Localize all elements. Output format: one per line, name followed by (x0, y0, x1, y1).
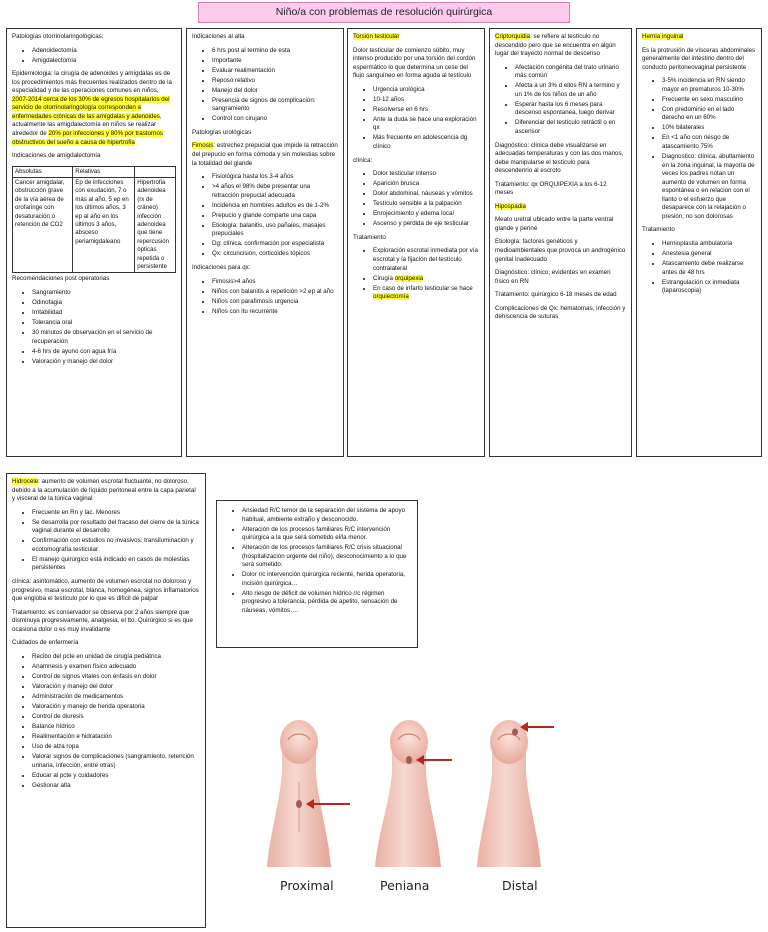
torsion-box (347, 28, 485, 457)
hidrocele-clinica: clínica: asintomático, aumento de volumen escrotal no doloroso y progresivo, masa escrotal, blanca, homogénea, signos inflamatorios que engloba el testículo por lo que es difícil de palpar (12, 577, 199, 603)
list-item: • Afectación congénita del trato urinario más común (515, 64, 626, 81)
list-item: • Frecuente en sexo masculino (662, 96, 756, 105)
alta-heading: Indicaciones al alta (192, 33, 245, 40)
hidrocele-box (6, 473, 206, 928)
list-item: • Presencia de signos de complicación: sangramiento (212, 97, 338, 114)
text: : se refiere al testículo no descendido pero que se encuentra en algún lugar del trayecto normal de descenso (495, 33, 616, 58)
hidrocele-definition (12, 478, 200, 504)
list-item: • Reposo relativo (212, 77, 338, 86)
list-item: • Balance hídrico (32, 723, 200, 732)
list-item (373, 285, 479, 302)
list-item: • Exploración escrotal inmediata por vía escrotal y la fijación del testículo contralateral (373, 247, 479, 273)
criptorquidia-box (489, 28, 632, 457)
list-item: • Administración de medicamentos (32, 693, 200, 702)
list-item: • Fimosis>4 años (212, 278, 338, 287)
list-item: • >4 años el 98% debe presentar una retracción prepucial adecuada (212, 183, 338, 200)
treatment-heading: Tratamiento (353, 233, 386, 241)
torsion-list (353, 86, 479, 152)
list-item: • Niños con itu recurrente (212, 308, 338, 317)
label-proximal: Proximal (280, 878, 334, 893)
list-item: • 10-12 años (373, 96, 479, 105)
list-item: • Manejo del dolor (212, 87, 338, 96)
highlight-text: Hipospadia (495, 202, 526, 210)
list-item: • Importante (212, 57, 338, 66)
list-item: • Amigdalectomía (32, 57, 176, 66)
list-item: • Dg: clínica, confirmación por especialista (212, 240, 338, 249)
text: En caso de infarto testicular se hace (373, 284, 473, 292)
list-item: • Esperar hasta los 6 meses para descenso espontanea, luego derivar (515, 101, 626, 118)
highlight-text: 2007-2014 cerca de los 30% de egresos hospitalarios del servicio de otorrinolaringología corresponden a enfermedades crónicas de las amígdalas y adenoides (12, 95, 170, 120)
list-item: • Resolverse en 6 hrs (373, 106, 479, 115)
text: Cirugía (373, 274, 395, 282)
highlight-text: Torsión testicular (353, 33, 400, 40)
highlight-text: Hernia inguinal (642, 33, 684, 40)
list-item: • Urgencia urológica (373, 86, 479, 95)
hidrocele-list (12, 509, 200, 573)
epidemiology-text (12, 70, 176, 147)
list-item: • Frecuente en Rn y lac. Menores (32, 509, 200, 518)
fimosis-definition (192, 142, 338, 168)
hernia-list (642, 77, 756, 221)
table-cell: Ep de infecciones con exudación, 7 o más al año, 5 ep en los últimos años, 3 ep al año en los últimos 3 años, absceso periamigdaleano (73, 178, 135, 273)
treatment-list (353, 247, 479, 301)
list-item: • Diferenciar del testículo retráctil o en ascensor (515, 119, 626, 136)
otorrino-list (12, 47, 176, 66)
page-title: Niño/a con problemas de resolución quirúrgica (198, 2, 570, 23)
list-item: • Etiología: balanitis, uso pañales, masajes prepuciales (212, 222, 338, 239)
hipospadia-tx: Tratamiento: quirúrgico 6-18 meses de edad (495, 291, 617, 299)
cripto-dx: Diagnóstico: clínica debe visualizarse en adecuadas temperaturas y con las dos manos, debe manipularse el testículo para descendenrio al escroto (495, 141, 624, 175)
list-item: • Dolor r/c intervención quirúrgica reciente, herida operatoria, incisión quirúrgica… (242, 571, 412, 588)
list-item: • 30 minutos de observación en el servicio de recuperación (32, 329, 176, 346)
list-item: • Alto riesgo de déficit de volumen hídrico r/c régimen progresivo a tolerancia, pérdida de apetito, sensación de náuseas, vómitos…. (242, 590, 412, 616)
clinica-list (353, 170, 479, 229)
highlight-text: orquiectomía (373, 293, 409, 301)
list-item: • Control de signos vitales con énfasis en dolor (32, 673, 200, 682)
hernia-treatment-heading: Tratamiento (642, 226, 675, 234)
list-item: • 6 hrs post al termino de esta (212, 47, 338, 56)
diagnoses-list (222, 507, 412, 616)
fimosis-label: Fimosis (192, 142, 214, 150)
table-cell: Hipertrofia adenoidea (rx de cráneo) infección adenoidea que tiene repercusión ópticas repetida o persistente (135, 178, 176, 273)
list-item: • Hernioplastia ambulatoria (662, 240, 756, 249)
list-item: • Estrangulación cx inmediata (laparoscopia) (662, 279, 756, 296)
list-item: • Afecta a un 3% d ellos RN a termino y un 1% de los niños de un año (515, 82, 626, 99)
label-distal: Distal (502, 878, 538, 893)
list-item: • Adenoidectomía (32, 47, 176, 56)
list-item: • Control con cirujano (212, 115, 338, 124)
list-item: • Alteración de los procesos familiares R/C crisis situacional (hospitalización urgente del niño), desconocimiento a lo que será sometido. (242, 544, 412, 570)
qx-list (192, 278, 338, 317)
list-item: • Anamnesis y examen físico adecuado (32, 663, 200, 672)
hernia-box (636, 28, 762, 457)
list-item: • Prepucio y glande comparte una capa (212, 212, 338, 221)
table-header: Absolutas (13, 166, 73, 177)
hidrocele-label: Hidrocele (12, 478, 39, 485)
text: Epidemiologia: la cirugía de adenoides y amígdalas es de los procedimientos más frecuentes realizados dentro de la especialidad y de las operaciones comunes en niños, (12, 70, 172, 95)
table-header: Relativas (73, 166, 135, 177)
alta-list (192, 47, 338, 124)
list-item: • Niños con parafimosis urgencia (212, 298, 338, 307)
hipospadia-heading (495, 203, 626, 212)
hernia-heading (642, 33, 756, 42)
list-item: • Evaluar realimentación (212, 67, 338, 76)
list-item: • Dolor abdominal, náuseas y vómitos (373, 190, 479, 199)
list-item: • Fisiológica hasta los 3-4 años (212, 173, 338, 182)
list-item: • Testículo sensible a la palpación (373, 200, 479, 209)
list-item: • Anestesia general (662, 250, 756, 259)
nursing-diagnoses-box (216, 500, 418, 648)
highlight-text: 20% por infecciones y 80% por trastornos obstructivos del sueño a causa de hipertrofia (12, 129, 163, 146)
table-cell: Cancer amigdalar, obstrucción grave de la vía aérea de orofaringe con desaturación o retención de CO2 (13, 178, 73, 273)
list-item: • Irritabilidad (32, 309, 176, 318)
text: , actualmente las amigdalectomía en niños se realizar alrededor de (12, 112, 162, 137)
cripto-label: Criptorquidia (495, 33, 531, 40)
otorrino-box (6, 28, 182, 457)
list-item: • Con predominio en el lado derecho en un 60% (662, 106, 756, 123)
list-item: • Tolerancia oral (32, 319, 176, 328)
cripto-definition (495, 33, 626, 59)
label-peniana: Peniana (380, 878, 430, 893)
hypospadias-illustration (232, 672, 604, 918)
table-header (135, 166, 176, 177)
nursing-list (12, 653, 200, 791)
clinica-heading: clínica: (353, 156, 373, 164)
list-item: • Ansiedad R/C temor de la separación del sistema de apoyo habitual, ambiente extraño y desconocido. (242, 507, 412, 524)
list-item: • Confirmación con estudios no invasivos: transiluminación y ecotomografía testicular (32, 537, 200, 554)
hidrocele-treatment: Tratamiento: es conservador se observa por 2 años siempre que disminuya progresivamente, analgesia, el tto. Quirúrgico si es que ocasiona dolor o es muy invalidante (12, 608, 193, 633)
indications-table (12, 166, 176, 274)
list-item: • Atascamiento debe realizarse antes de 48 hrs (662, 260, 756, 277)
list-item: • Enrojecimiento y edema local (373, 210, 479, 219)
list-item: • Gestionar alta (32, 782, 200, 791)
highlight-text: orquipexia (394, 274, 424, 282)
postop-list (12, 289, 176, 366)
text: : aumento de volumen escrotal fluctuante, no doloroso, debido a la acumulación de líquido peritoneal entre la capa parietal y visceral de la túnica vaginal (12, 478, 196, 503)
list-item: • Diagnostico: clínica, abultamiento en la zona inguinal, la mayoría de veces los padres notan un aumento de volumen en forma espontánea o en relación con el llanto o el esfuerzo que desaparece con la relajación o presión, no son dolorosas (662, 153, 756, 221)
list-item: • Valoración y manejo del dolor (32, 683, 200, 692)
list-item: • Realimentación e hidratación (32, 733, 200, 742)
list-item: • Más frecuente en adolescencia dg clínico (373, 134, 479, 151)
list-item: • Aparición brusca (373, 180, 479, 189)
qx-heading: Indicaciones para qx: (192, 264, 251, 272)
torsion-intro: Dolor testicular de comienzo súbito, muy intenso producido por una torsión del cordón espermático lo que determina un cese del flujo sanguíneo en forma aguda al testículo (353, 46, 476, 80)
cripto-tx: Tratamiento: qx ORQUIPEXIA a los 6-12 meses (495, 180, 607, 197)
hernia-treatment-list (642, 240, 756, 296)
list-item: • Odinofagia (32, 299, 176, 308)
alta-box (186, 28, 344, 457)
nursing-heading: Cuidados de enfermería (12, 639, 79, 647)
hipospadia-definition: Meato uretral ubicado entre la parte ventral glande y periné (495, 216, 614, 232)
torsion-heading (353, 33, 479, 42)
list-item: • 10% bilaterales (662, 124, 756, 133)
list-item: • Control de diuresis (32, 713, 200, 722)
hipospadia-complications: Complicaciones de Qx: hematomas, infección y dehiscencia de suturas (495, 304, 626, 321)
list-item: • Ascenso y perdida de eje testicular (373, 220, 479, 229)
list-item (373, 275, 479, 284)
list-item: • Educar al pcte y cuidadores (32, 772, 200, 781)
postop-heading: Recomendaciones post operatorias (12, 275, 110, 283)
list-item: • Alteración de los procesos familiares R/C intervención quirúrgica a la que será sometido el/la menor. (242, 526, 412, 543)
fimosis-list (192, 173, 338, 259)
hernia-intro: Es la protrusión de vísceras abdominales generalmente del intestino dentro del conducto peritoneovaginal persistente (642, 46, 756, 71)
distal-drawing (477, 720, 554, 867)
hipospadia-etio: Etiología: factores genéticos y medioambientales que provoca un androgénico genital inadecuado (495, 238, 626, 263)
text: : estrechez prepucial que impide la retracción del prepucio en forma cómoda y sin molestias sobre la totalidad del glande (192, 142, 338, 167)
list-item: • En <1 año con riesgo de atascamiento 75% (662, 134, 756, 151)
list-item: • Uso de alza ropa (32, 743, 200, 752)
list-item: • 3-5% incidencia en RN siendo mayor en prematuros 10-30% (662, 77, 756, 94)
list-item: • Dolor testicular intenso (373, 170, 479, 179)
urology-heading: Patologías urológicas (192, 128, 252, 136)
hipospadia-dx: Diagnóstico: clínico, evidentes en examen físico en RN (495, 269, 611, 285)
list-item: • Incidencia en hombres adultos es de 1-2% (212, 202, 338, 211)
list-item: • Qx: circuncisión, corticoides tópicos (212, 250, 338, 259)
hypospadias-drawings (232, 672, 604, 872)
list-item: • 4-6 hrs de ayuno con agua fría (32, 348, 176, 357)
peniana-drawing (375, 720, 452, 867)
list-item: • Valoración y manejo de herida operatoria (32, 703, 200, 712)
cripto-list (495, 64, 626, 137)
proximal-drawing (267, 720, 350, 867)
indications-heading: Indicaciones de amigdalectomía (12, 152, 101, 160)
list-item: • Se desarrolla por resultado del fracaso del cierre de la túnica vaginal durante el desarrollo (32, 519, 200, 536)
list-item: • Niños con balanitis a repetición >2 ep al año (212, 288, 338, 297)
list-item: • Sangramiento (32, 289, 176, 298)
list-item: • Ante la duda se hace una exploración qx (373, 116, 479, 133)
list-item: • El manejo quirúrgico está indicado en casos de molestias persistentes (32, 556, 200, 573)
list-item: • Valoración y manejo del dolor (32, 358, 176, 367)
otorrino-heading: Patologías otorrinolaringológicas: (12, 33, 104, 40)
list-item: • Valorar signos de complicaciones (sangramiento, retención urinaria, infección, entre otras) (32, 753, 200, 770)
list-item: • Recibo del pcte en unidad de cirugía pediátrica (32, 653, 200, 662)
